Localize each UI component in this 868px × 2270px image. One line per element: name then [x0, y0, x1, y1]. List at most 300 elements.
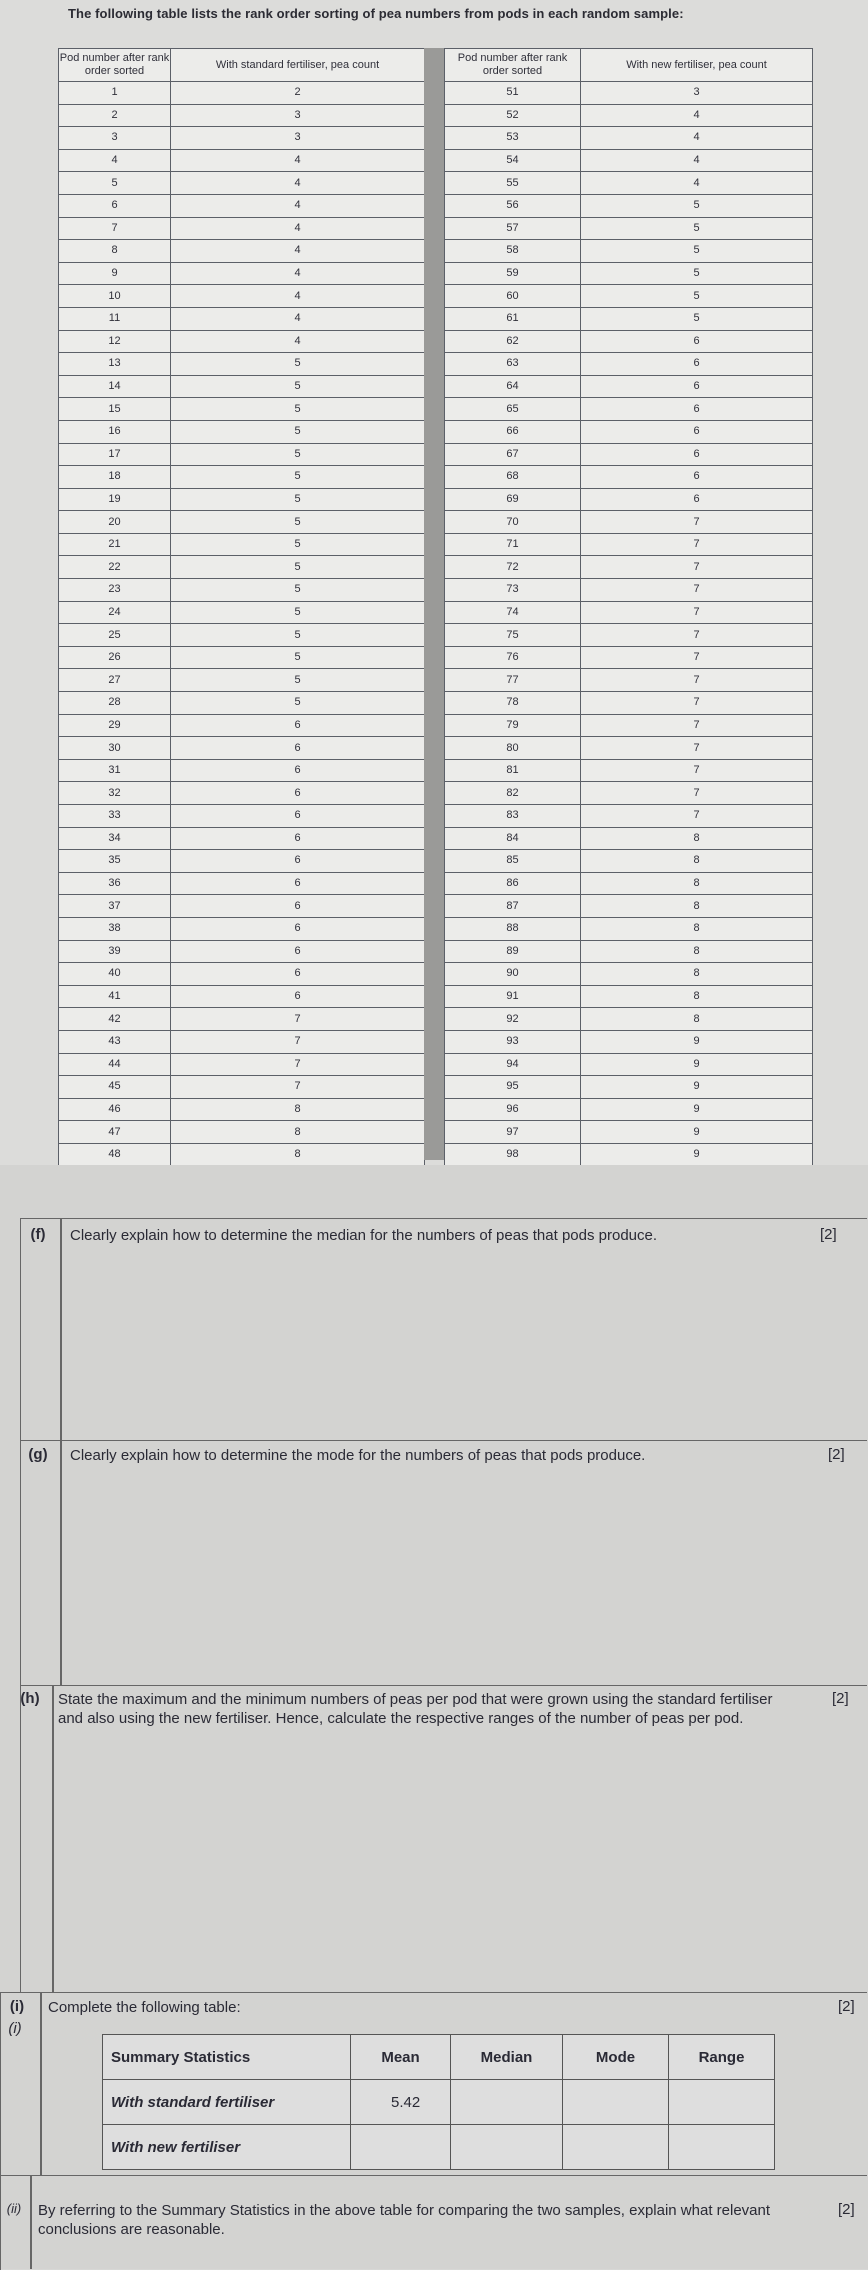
pod-number-cell: 48: [59, 1143, 171, 1166]
pea-count-cell: 5: [581, 262, 813, 285]
divider: [40, 1992, 42, 2175]
pod-number-cell: 18: [59, 466, 171, 489]
table-row: [59, 850, 425, 873]
pod-number-cell: 61: [445, 307, 581, 330]
pea-count-cell: 9: [581, 1076, 813, 1099]
pod-number-cell: 28: [59, 692, 171, 715]
table-row: [59, 285, 425, 308]
pod-number-cell: 47: [59, 1121, 171, 1144]
pod-number-cell: 52: [445, 104, 581, 127]
pod-number-cell: 30: [59, 737, 171, 760]
pod-number-cell: 45: [59, 1076, 171, 1099]
table-row: [445, 759, 813, 782]
pod-number-cell: 70: [445, 511, 581, 534]
table-row: [445, 330, 813, 353]
table-row: [59, 1143, 425, 1166]
pod-number-cell: 54: [445, 149, 581, 172]
pea-count-cell: 6: [171, 850, 425, 873]
pea-count-cell: 8: [171, 1098, 425, 1121]
question-i-marks: [2]: [838, 1998, 855, 2015]
pod-number-cell: 41: [59, 985, 171, 1008]
pod-number-cell: 46: [59, 1098, 171, 1121]
pod-number-cell: 7: [59, 217, 171, 240]
pea-count-cell: 3: [171, 127, 425, 150]
pod-number-cell: 36: [59, 872, 171, 895]
pod-number-cell: 94: [445, 1053, 581, 1076]
pod-number-cell: 4: [59, 149, 171, 172]
pea-count-cell: 4: [171, 240, 425, 263]
pod-number-cell: 60: [445, 285, 581, 308]
table-row: [59, 1008, 425, 1031]
table-row: [445, 466, 813, 489]
pod-number-cell: 44: [59, 1053, 171, 1076]
pea-count-cell: 7: [581, 533, 813, 556]
table-row: [445, 850, 813, 873]
table-row: [445, 579, 813, 602]
pea-count-cell: 7: [171, 1008, 425, 1031]
pea-count-cell: 5: [581, 285, 813, 308]
table-row: [445, 217, 813, 240]
question-f-text: [70, 1226, 790, 1245]
pea-count-cell: 9: [581, 1053, 813, 1076]
table-row: [59, 375, 425, 398]
table-row: [445, 1030, 813, 1053]
summary-header-mean: Mean: [351, 2035, 451, 2080]
pod-number-cell: 76: [445, 646, 581, 669]
summary-header-median: Median: [451, 2035, 563, 2080]
new-fertiliser-table: [444, 48, 813, 1212]
pod-number-cell: 55: [445, 172, 581, 195]
pea-count-cell: 5: [581, 307, 813, 330]
pea-count-cell: 8: [581, 940, 813, 963]
table-row: [445, 127, 813, 150]
question-ii-marks: [2]: [838, 2201, 855, 2218]
pod-number-cell: 97: [445, 1121, 581, 1144]
pea-count-cell: 6: [581, 330, 813, 353]
pod-number-cell: 16: [59, 420, 171, 443]
question-f-letter: (f): [30, 1226, 46, 1243]
table-row: [59, 646, 425, 669]
pod-number-cell: 19: [59, 488, 171, 511]
pea-count-cell: 7: [581, 624, 813, 647]
pod-number-cell: 98: [445, 1143, 581, 1166]
pod-number-cell: 64: [445, 375, 581, 398]
table-row: [59, 624, 425, 647]
pod-number-cell: 31: [59, 759, 171, 782]
pea-count-cell: 7: [581, 646, 813, 669]
pod-number-cell: 68: [445, 466, 581, 489]
pod-number-cell: 38: [59, 917, 171, 940]
pea-count-cell: 9: [581, 1143, 813, 1166]
pod-number-cell: 82: [445, 782, 581, 805]
pod-number-cell: 95: [445, 1076, 581, 1099]
summary-header-range: Range: [669, 2035, 775, 2080]
table-row: [445, 488, 813, 511]
pod-number-cell: 57: [445, 217, 581, 240]
question-h-marks: [2]: [832, 1690, 849, 1707]
pea-count-cell: 4: [171, 194, 425, 217]
table-row: [445, 194, 813, 217]
table-row: [59, 443, 425, 466]
pea-count-cell: 7: [581, 669, 813, 692]
pea-count-cell: 7: [171, 1030, 425, 1053]
summary-statistics-table: [102, 2034, 775, 2170]
pea-count-cell: 5: [171, 511, 425, 534]
table-row: [59, 895, 425, 918]
pod-number-cell: 37: [59, 895, 171, 918]
table-row: [59, 82, 425, 105]
table-row: [59, 737, 425, 760]
pod-number-cell: 21: [59, 533, 171, 556]
pod-number-cell: 13: [59, 353, 171, 376]
table-row: [59, 1098, 425, 1121]
table-row: [445, 420, 813, 443]
table-row: [59, 985, 425, 1008]
pod-number-cell: 74: [445, 601, 581, 624]
pod-number-header: Pod number after rank order sorted: [445, 49, 581, 82]
table-row: [59, 127, 425, 150]
pod-number-cell: 33: [59, 805, 171, 828]
pod-number-cell: 42: [59, 1008, 171, 1031]
standard-mean-cell[interactable]: 5.42: [351, 2080, 451, 2125]
table-row: [445, 1121, 813, 1144]
pea-count-cell: 6: [171, 714, 425, 737]
table-row: [445, 104, 813, 127]
question-h-letter: (h): [20, 1690, 40, 1707]
pea-count-cell: 5: [581, 217, 813, 240]
pea-count-cell: 8: [171, 1121, 425, 1144]
table-row: [59, 827, 425, 850]
pea-count-cell: 9: [581, 1030, 813, 1053]
table-row: [445, 511, 813, 534]
pea-count-cell: 7: [581, 759, 813, 782]
pea-count-cell: 8: [581, 872, 813, 895]
pea-count-cell: 6: [171, 985, 425, 1008]
pod-number-cell: 23: [59, 579, 171, 602]
pea-count-cell: 5: [581, 194, 813, 217]
new-mode-cell[interactable]: [563, 2125, 669, 2170]
pea-count-cell: 4: [581, 127, 813, 150]
pea-count-cell: 8: [581, 1008, 813, 1031]
question-f-box: [20, 1218, 867, 1441]
standard-mode-cell[interactable]: [563, 2080, 669, 2125]
pea-count-cell: 6: [171, 782, 425, 805]
table-row: [445, 172, 813, 195]
table-row: [445, 963, 813, 986]
pod-number-cell: 62: [445, 330, 581, 353]
question-g-letter: (g): [28, 1446, 48, 1463]
pea-count-cell: 9: [581, 1121, 813, 1144]
table-intro: The following table lists the rank order sorting of pea numbers from pods in each random sample:: [68, 6, 684, 21]
pea-count-cell: 8: [581, 895, 813, 918]
standard-fertiliser-table: [58, 48, 425, 1212]
pea-count-cell: 5: [171, 353, 425, 376]
table-row: [445, 782, 813, 805]
question-g-marks: [2]: [828, 1446, 845, 1463]
pea-count-cell: 4: [581, 149, 813, 172]
pea-count-cell: 8: [581, 917, 813, 940]
pea-count-cell: 3: [171, 104, 425, 127]
table-row: [445, 827, 813, 850]
pea-count-cell: 5: [171, 533, 425, 556]
table-row: [59, 805, 425, 828]
pea-count-cell: 7: [581, 692, 813, 715]
pea-count-cell: 6: [581, 398, 813, 421]
table-row: [59, 398, 425, 421]
pea-count-cell: 4: [171, 172, 425, 195]
table-row: [59, 1076, 425, 1099]
standard-median-cell[interactable]: [451, 2080, 563, 2125]
pea-count-cell: 4: [171, 262, 425, 285]
pod-number-cell: 9: [59, 262, 171, 285]
pod-number-cell: 78: [445, 692, 581, 715]
pea-count-cell: 5: [171, 375, 425, 398]
pea-count-cell: 6: [581, 443, 813, 466]
pea-count-cell: 4: [171, 307, 425, 330]
table-row: [59, 217, 425, 240]
table-row: [59, 262, 425, 285]
pod-number-cell: 1: [59, 82, 171, 105]
table-row: [59, 488, 425, 511]
pea-count-cell: 6: [581, 466, 813, 489]
pod-number-cell: 25: [59, 624, 171, 647]
table-row: [59, 1030, 425, 1053]
pea-count-cell: 6: [581, 420, 813, 443]
pod-number-cell: 93: [445, 1030, 581, 1053]
divider: [30, 2175, 32, 2269]
summary-header-label: Summary Statistics: [103, 2035, 351, 2080]
table-row: [445, 1076, 813, 1099]
pod-number-cell: 20: [59, 511, 171, 534]
pea-count-cell: 6: [171, 759, 425, 782]
pea-count-cell: 5: [171, 692, 425, 715]
pea-count-cell: 7: [581, 805, 813, 828]
table-row: [445, 149, 813, 172]
pod-number-cell: 11: [59, 307, 171, 330]
pea-count-cell: 7: [581, 737, 813, 760]
table-row: [59, 579, 425, 602]
question-i-letter: (i): [9, 1998, 25, 2015]
new-range-cell[interactable]: [669, 2125, 775, 2170]
pea-count-cell: 8: [581, 985, 813, 1008]
pod-number-cell: 15: [59, 398, 171, 421]
pea-count-cell: 6: [171, 872, 425, 895]
table-row: [445, 262, 813, 285]
pod-number-cell: 5: [59, 172, 171, 195]
pod-number-cell: 58: [445, 240, 581, 263]
pea-count-cell: 4: [171, 330, 425, 353]
pod-number-cell: 53: [445, 127, 581, 150]
table-row: [445, 714, 813, 737]
pod-number-cell: 40: [59, 963, 171, 986]
table-row: [445, 624, 813, 647]
pod-number-cell: 85: [445, 850, 581, 873]
pea-count-cell: 6: [171, 917, 425, 940]
pea-count-cell: 6: [171, 737, 425, 760]
pea-count-cell: 5: [171, 669, 425, 692]
table-row: [59, 533, 425, 556]
pod-number-header: Pod number after rank order sorted: [59, 49, 171, 82]
pod-number-cell: 77: [445, 669, 581, 692]
pea-count-cell: 4: [171, 285, 425, 308]
table-row: [59, 963, 425, 986]
pea-count-cell: 4: [581, 104, 813, 127]
pod-number-cell: 59: [445, 262, 581, 285]
pea-count-cell: 8: [581, 827, 813, 850]
pod-number-cell: 65: [445, 398, 581, 421]
pod-number-cell: 43: [59, 1030, 171, 1053]
pea-count-cell: 5: [581, 240, 813, 263]
pod-number-cell: 69: [445, 488, 581, 511]
table-row: [445, 917, 813, 940]
table-row: [59, 1053, 425, 1076]
pea-count-cell: 7: [581, 601, 813, 624]
pea-count-header: With new fertiliser, pea count: [581, 49, 813, 82]
table-row: [445, 1008, 813, 1031]
pea-count-cell: 4: [581, 172, 813, 195]
table-row: [445, 805, 813, 828]
pea-count-cell: 8: [581, 850, 813, 873]
question-f-marks: [2]: [820, 1226, 837, 1243]
pea-count-cell: 8: [171, 1143, 425, 1166]
pea-count-cell: 5: [171, 646, 425, 669]
pea-count-cell: 5: [171, 601, 425, 624]
table-row: [445, 601, 813, 624]
pea-count-cell: 6: [581, 353, 813, 376]
table-row: [59, 1121, 425, 1144]
table-row: [59, 466, 425, 489]
table-row: [445, 1053, 813, 1076]
table-row: [445, 737, 813, 760]
pod-number-cell: 10: [59, 285, 171, 308]
standard-range-cell[interactable]: [669, 2080, 775, 2125]
pod-number-cell: 32: [59, 782, 171, 805]
new-median-cell[interactable]: [451, 2125, 563, 2170]
pea-count-cell: 5: [171, 556, 425, 579]
pod-number-cell: 14: [59, 375, 171, 398]
new-mean-cell[interactable]: [351, 2125, 451, 2170]
pea-count-cell: 7: [581, 714, 813, 737]
table-row: [59, 511, 425, 534]
table-row: [445, 940, 813, 963]
pod-number-cell: 87: [445, 895, 581, 918]
pea-count-cell: 7: [581, 511, 813, 534]
summary-header-mode: Mode: [563, 2035, 669, 2080]
table-row: [59, 194, 425, 217]
pea-count-cell: 5: [171, 398, 425, 421]
question-g-text: Clearly explain how to determine the mode for the numbers of peas that pods produce.: [70, 1447, 646, 1464]
table-row: [59, 104, 425, 127]
pod-number-cell: 84: [445, 827, 581, 850]
pod-number-cell: 12: [59, 330, 171, 353]
pod-number-cell: 27: [59, 669, 171, 692]
pod-number-cell: 89: [445, 940, 581, 963]
pod-number-cell: 88: [445, 917, 581, 940]
pea-count-cell: 7: [171, 1076, 425, 1099]
table-row: [445, 307, 813, 330]
pod-number-cell: 72: [445, 556, 581, 579]
table-row: [59, 872, 425, 895]
pea-count-cell: 6: [171, 963, 425, 986]
table-row: [59, 172, 425, 195]
pea-count-cell: 6: [171, 805, 425, 828]
table-row: [59, 330, 425, 353]
pod-number-cell: 6: [59, 194, 171, 217]
pea-count-cell: 6: [581, 488, 813, 511]
question-f-prompt: Clearly explain how to determine the median for the numbers of peas that pods produce.: [70, 1227, 658, 1244]
pea-count-cell: 5: [171, 443, 425, 466]
summary-row-standard-label: With standard fertiliser: [103, 2080, 351, 2125]
pea-count-cell: 5: [171, 488, 425, 511]
table-row: [59, 240, 425, 263]
table-row: [59, 917, 425, 940]
pod-number-cell: 91: [445, 985, 581, 1008]
table-row: [59, 759, 425, 782]
pea-count-cell: 5: [171, 579, 425, 602]
table-row: [59, 940, 425, 963]
pea-count-cell: 5: [171, 466, 425, 489]
table-row: [445, 82, 813, 105]
table-row: [445, 556, 813, 579]
pod-number-cell: 29: [59, 714, 171, 737]
pea-count-cell: 6: [171, 940, 425, 963]
pod-number-cell: 39: [59, 940, 171, 963]
pea-count-cell: 9: [581, 1098, 813, 1121]
pod-number-cell: 96: [445, 1098, 581, 1121]
pod-number-cell: 86: [445, 872, 581, 895]
pod-number-cell: 51: [445, 82, 581, 105]
table-row: [59, 307, 425, 330]
table-row: [445, 669, 813, 692]
question-ii-text: By referring to the Summary Statistics in the above table for comparing the two samples, explain what relevant conclusions are reasonable.: [38, 2202, 771, 2238]
pod-number-cell: 3: [59, 127, 171, 150]
question-ii-letter: (ii): [6, 2201, 22, 2216]
pod-number-cell: 17: [59, 443, 171, 466]
table-row: [59, 556, 425, 579]
pod-number-cell: 80: [445, 737, 581, 760]
pod-number-cell: 73: [445, 579, 581, 602]
pod-number-cell: 71: [445, 533, 581, 556]
table-row: [445, 646, 813, 669]
table-row: [59, 714, 425, 737]
table-row: [445, 285, 813, 308]
pod-number-cell: 79: [445, 714, 581, 737]
divider: [60, 1218, 62, 1440]
question-h-box: [20, 1685, 867, 1993]
summary-row-new-label: With new fertiliser: [103, 2125, 351, 2170]
pea-count-cell: 3: [581, 82, 813, 105]
table-row: [59, 782, 425, 805]
pod-number-cell: 35: [59, 850, 171, 873]
pod-number-cell: 83: [445, 805, 581, 828]
table-row: [445, 1098, 813, 1121]
pea-count-cell: 6: [171, 895, 425, 918]
pea-count-cell: 4: [171, 217, 425, 240]
pod-number-cell: 90: [445, 963, 581, 986]
pea-count-cell: 2: [171, 82, 425, 105]
pod-number-cell: 8: [59, 240, 171, 263]
table-row: [445, 872, 813, 895]
question-i-text: Complete the following table:: [48, 1999, 241, 2016]
table-row: [59, 353, 425, 376]
table-row: [59, 692, 425, 715]
pea-count-cell: 7: [581, 556, 813, 579]
pea-count-cell: 7: [581, 782, 813, 805]
table-row: [445, 895, 813, 918]
pod-number-cell: 66: [445, 420, 581, 443]
table-row: [445, 240, 813, 263]
table-row: [445, 398, 813, 421]
